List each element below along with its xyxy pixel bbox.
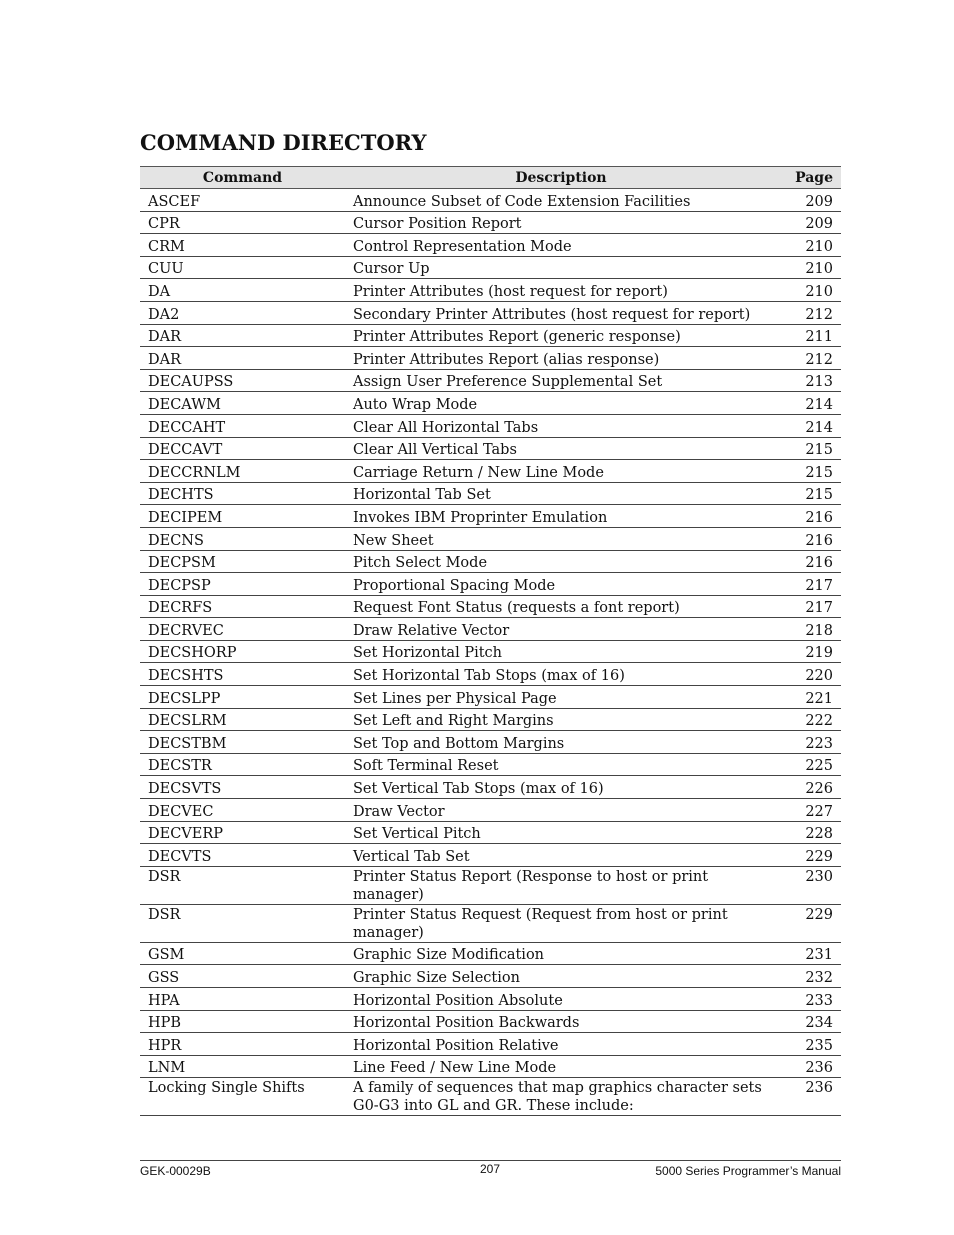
- table-row: [140, 1055, 841, 1078]
- command-cell: CRM: [140, 234, 345, 257]
- page-cell: 216: [777, 505, 841, 528]
- description-cell: Draw Vector: [345, 799, 777, 822]
- page-cell: 213: [777, 369, 841, 392]
- command-cell: DECSHTS: [140, 663, 345, 686]
- page-cell: 215: [777, 482, 841, 505]
- table-row: [140, 211, 841, 234]
- page-cell: 210: [777, 279, 841, 302]
- page-cell: 233: [777, 988, 841, 1011]
- table-row: [140, 550, 841, 573]
- table-row: [140, 482, 841, 505]
- table-row: [140, 866, 841, 904]
- table-row: [140, 414, 841, 437]
- command-cell: DECNS: [140, 527, 345, 550]
- description-cell: Cursor Position Report: [345, 211, 777, 234]
- page-cell: 228: [777, 821, 841, 844]
- table-row: [140, 731, 841, 754]
- page-cell: 227: [777, 799, 841, 822]
- command-cell: DECSLPP: [140, 686, 345, 709]
- description-cell: Carriage Return / New Line Mode: [345, 460, 777, 483]
- command-directory-table: [140, 166, 841, 1116]
- footer-page-number: 207: [479, 1162, 501, 1176]
- description-cell: Invokes IBM Proprinter Emulation: [345, 505, 777, 528]
- page-cell: 225: [777, 753, 841, 776]
- table-row: [140, 256, 841, 279]
- command-cell: DECVEC: [140, 799, 345, 822]
- table-row: [140, 799, 841, 822]
- table-row: [140, 1033, 841, 1056]
- page-cell: 231: [777, 942, 841, 965]
- table-row: [140, 301, 841, 324]
- description-cell: Clear All Vertical Tabs: [345, 437, 777, 460]
- page-cell: 215: [777, 437, 841, 460]
- table-row: [140, 988, 841, 1011]
- description-cell: Control Representation Mode: [345, 234, 777, 257]
- page-cell: 217: [777, 573, 841, 596]
- command-cell: DECPSP: [140, 573, 345, 596]
- page-cell: 210: [777, 256, 841, 279]
- table-row: [140, 505, 841, 528]
- description-cell: Announce Subset of Code Extension Facilities: [345, 189, 777, 212]
- page-cell: 230: [777, 866, 841, 904]
- table-row: [140, 965, 841, 988]
- command-cell: DAR: [140, 347, 345, 370]
- footer-divider: [140, 1160, 841, 1161]
- page-cell: 221: [777, 686, 841, 709]
- description-cell: Set Left and Right Margins: [345, 708, 777, 731]
- footer-manual-title: 5000 Series Programmer’s Manual: [655, 1164, 841, 1178]
- description-cell: Graphic Size Selection: [345, 965, 777, 988]
- page-cell: 222: [777, 708, 841, 731]
- command-cell: DECIPEM: [140, 505, 345, 528]
- table-row: [140, 324, 841, 347]
- page-cell: 229: [777, 904, 841, 942]
- page-cell: 216: [777, 550, 841, 573]
- table-header: [140, 167, 841, 189]
- description-cell: Request Font Status (requests a font report): [345, 595, 777, 618]
- page-cell: 234: [777, 1010, 841, 1033]
- command-cell: DA2: [140, 301, 345, 324]
- command-cell: DECVERP: [140, 821, 345, 844]
- description-cell: Pitch Select Mode: [345, 550, 777, 573]
- page-cell: 212: [777, 301, 841, 324]
- description-cell: Set Horizontal Pitch: [345, 640, 777, 663]
- footer-document-id: GEK-00029B: [140, 1164, 211, 1178]
- command-cell: HPR: [140, 1033, 345, 1056]
- table-row: [140, 663, 841, 686]
- description-cell: Printer Status Request (Request from host or print manager): [345, 904, 777, 942]
- description-cell: Draw Relative Vector: [345, 618, 777, 641]
- column-header-page: Page: [777, 167, 841, 189]
- table-row: [140, 942, 841, 965]
- command-cell: GSS: [140, 965, 345, 988]
- page-cell: 226: [777, 776, 841, 799]
- description-cell: Proportional Spacing Mode: [345, 573, 777, 596]
- column-header-command: Command: [140, 167, 345, 189]
- table-row: [140, 234, 841, 257]
- command-cell: GSM: [140, 942, 345, 965]
- command-cell: DECCAHT: [140, 414, 345, 437]
- command-cell: CPR: [140, 211, 345, 234]
- table-row: [140, 595, 841, 618]
- page-cell: 229: [777, 844, 841, 867]
- table-row: [140, 844, 841, 867]
- description-cell: Cursor Up: [345, 256, 777, 279]
- table-row: [140, 776, 841, 799]
- command-cell: HPB: [140, 1010, 345, 1033]
- page-cell: 236: [777, 1078, 841, 1116]
- description-cell: Horizontal Position Absolute: [345, 988, 777, 1011]
- table-row: [140, 392, 841, 415]
- page-cell: 235: [777, 1033, 841, 1056]
- description-cell: Assign User Preference Supplemental Set: [345, 369, 777, 392]
- description-cell: Printer Attributes Report (generic response): [345, 324, 777, 347]
- page-cell: 209: [777, 211, 841, 234]
- command-cell: DSR: [140, 866, 345, 904]
- description-cell: Horizontal Position Relative: [345, 1033, 777, 1056]
- page-cell: 223: [777, 731, 841, 754]
- table-row: [140, 369, 841, 392]
- command-cell: DECRVEC: [140, 618, 345, 641]
- description-cell: Graphic Size Modification: [345, 942, 777, 965]
- description-cell: New Sheet: [345, 527, 777, 550]
- command-cell: CUU: [140, 256, 345, 279]
- command-cell: DECCRNLM: [140, 460, 345, 483]
- page-cell: 212: [777, 347, 841, 370]
- page-cell: 211: [777, 324, 841, 347]
- table-row: [140, 437, 841, 460]
- page-cell: 209: [777, 189, 841, 212]
- table-row: [140, 753, 841, 776]
- table-row: [140, 1078, 841, 1116]
- table-row: [140, 527, 841, 550]
- page-cell: 218: [777, 618, 841, 641]
- table-row: [140, 708, 841, 731]
- table-row: [140, 821, 841, 844]
- page-cell: 214: [777, 392, 841, 415]
- table-row: [140, 686, 841, 709]
- command-cell: DECHTS: [140, 482, 345, 505]
- table-row: [140, 640, 841, 663]
- command-cell: DECPSM: [140, 550, 345, 573]
- page-cell: 216: [777, 527, 841, 550]
- description-cell: Line Feed / New Line Mode: [345, 1055, 777, 1078]
- header-row: [140, 167, 841, 189]
- table-row: [140, 573, 841, 596]
- description-cell: Printer Status Report (Response to host or print manager): [345, 866, 777, 904]
- description-cell: Horizontal Tab Set: [345, 482, 777, 505]
- page-cell: 210: [777, 234, 841, 257]
- command-cell: DECRFS: [140, 595, 345, 618]
- table-row: [140, 1010, 841, 1033]
- description-cell: Set Vertical Pitch: [345, 821, 777, 844]
- description-cell: Printer Attributes (host request for report): [345, 279, 777, 302]
- description-cell: Printer Attributes Report (alias response): [345, 347, 777, 370]
- table-row: [140, 460, 841, 483]
- command-cell: DECVTS: [140, 844, 345, 867]
- command-cell: DECSHORP: [140, 640, 345, 663]
- description-cell: Set Top and Bottom Margins: [345, 731, 777, 754]
- description-cell: Horizontal Position Backwards: [345, 1010, 777, 1033]
- page-cell: 232: [777, 965, 841, 988]
- command-cell: ASCEF: [140, 189, 345, 212]
- page-cell: 214: [777, 414, 841, 437]
- command-cell: DECSVTS: [140, 776, 345, 799]
- description-cell: Set Vertical Tab Stops (max of 16): [345, 776, 777, 799]
- description-cell: Auto Wrap Mode: [345, 392, 777, 415]
- page-cell: 215: [777, 460, 841, 483]
- table-row: [140, 347, 841, 370]
- page-cell: 217: [777, 595, 841, 618]
- description-cell: Set Horizontal Tab Stops (max of 16): [345, 663, 777, 686]
- description-cell: Clear All Horizontal Tabs: [345, 414, 777, 437]
- command-cell: DECSLRM: [140, 708, 345, 731]
- table-row: [140, 904, 841, 942]
- table-row: [140, 618, 841, 641]
- command-cell: DECCAVT: [140, 437, 345, 460]
- command-cell: DSR: [140, 904, 345, 942]
- description-cell: A family of sequences that map graphics character sets G0-G3 into GL and GR. These include:: [345, 1078, 777, 1116]
- description-cell: Soft Terminal Reset: [345, 753, 777, 776]
- command-cell: DECAWM: [140, 392, 345, 415]
- description-cell: Vertical Tab Set: [345, 844, 777, 867]
- table-body: [140, 189, 841, 1116]
- command-cell: DA: [140, 279, 345, 302]
- table-row: [140, 189, 841, 212]
- description-cell: Set Lines per Physical Page: [345, 686, 777, 709]
- command-cell: DECAUPSS: [140, 369, 345, 392]
- page-title: COMMAND DIRECTORY: [140, 130, 427, 155]
- command-cell: DECSTR: [140, 753, 345, 776]
- command-cell: DAR: [140, 324, 345, 347]
- table-row: [140, 279, 841, 302]
- command-cell: LNM: [140, 1055, 345, 1078]
- command-cell: Locking Single Shifts: [140, 1078, 345, 1116]
- column-header-description: Description: [345, 167, 777, 189]
- command-cell: HPA: [140, 988, 345, 1011]
- command-cell: DECSTBM: [140, 731, 345, 754]
- page-cell: 236: [777, 1055, 841, 1078]
- page-cell: 219: [777, 640, 841, 663]
- page-cell: 220: [777, 663, 841, 686]
- description-cell: Secondary Printer Attributes (host request for report): [345, 301, 777, 324]
